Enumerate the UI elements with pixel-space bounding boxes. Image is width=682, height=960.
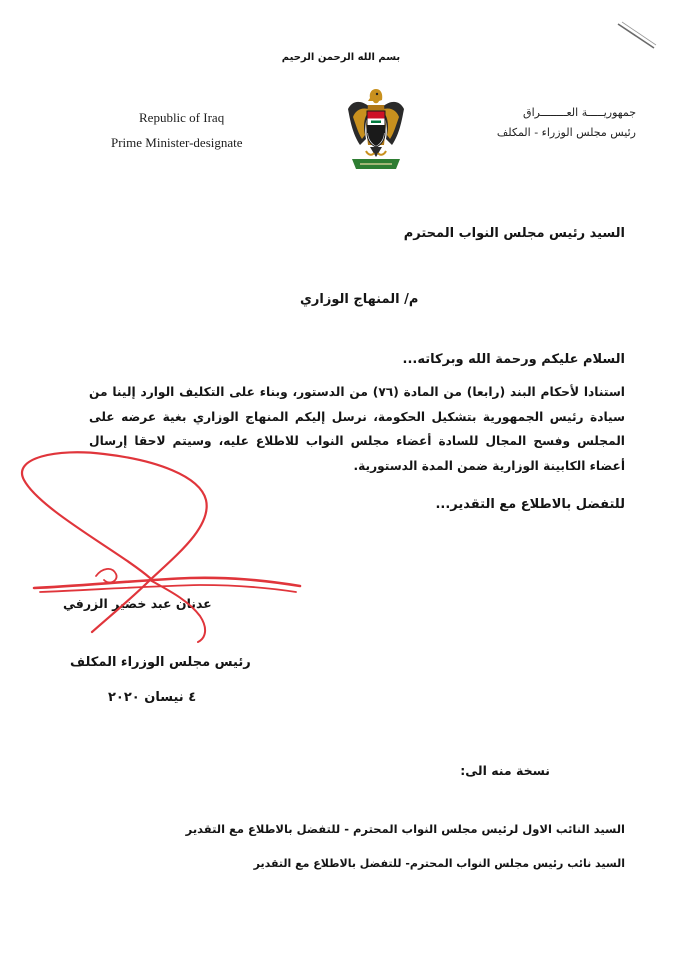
pen-stroke-mark bbox=[610, 18, 660, 53]
eagle-emblem-icon bbox=[344, 85, 408, 177]
letterhead-arabic-country: جمهوريـــــة العــــــــراق bbox=[523, 106, 636, 119]
copy-recipient-line-1: السيد النائب الاول لرئيس مجلس النواب المحترم - للتفضل بالاطلاع مع التقدير bbox=[185, 822, 625, 836]
addressee: السيد رئيس مجلس النواب المحترم bbox=[403, 226, 625, 241]
subject-line: م/ المنهاج الوزاري bbox=[300, 292, 419, 307]
copies-heading: نسخة منه الى: bbox=[460, 763, 550, 778]
letterhead-english-office: Prime Minister-designate bbox=[111, 135, 243, 150]
greeting: السلام عليكم ورحمة الله وبركاته... bbox=[402, 352, 625, 367]
copy-recipient-line-2: السيد نائب رئيس مجلس النواب المحترم- للتفضل بالاطلاع مع التقدير bbox=[253, 857, 625, 870]
signer-title: رئيس مجلس الوزراء المكلف bbox=[70, 655, 251, 670]
document-date: ٤ نيسان ٢٠٢٠ bbox=[108, 690, 197, 705]
closing-line: للتفضل بالاطلاع مع التقدير... bbox=[435, 497, 625, 512]
letterhead-arabic-office: رئيس مجلس الوزراء - المكلف bbox=[496, 126, 636, 139]
letterhead-english-country: Republic of Iraq bbox=[139, 110, 225, 125]
signer-name: عدنان عبد خضير الزرفي bbox=[63, 596, 212, 611]
letter-body: استنادا لأحكام البند (رابعا) من المادة (٧٦) من الدستور، وبناء على التكليف الوارد إلينا من سيادة رئيس الجمهورية بتشكيل الحكومة، نرسل إليكم المنهاج الوزاري بغية عرضه على المجلس وفسح المجال للسادة أعضاء مجلس النواب للاطلاع عليه، وسيتم لاحقا إرسال أعضاء الكابينة الوزارية ضمن المدة الدستورية. bbox=[89, 385, 625, 473]
basmala: بسم الله الرحمن الرحيم bbox=[281, 52, 401, 63]
